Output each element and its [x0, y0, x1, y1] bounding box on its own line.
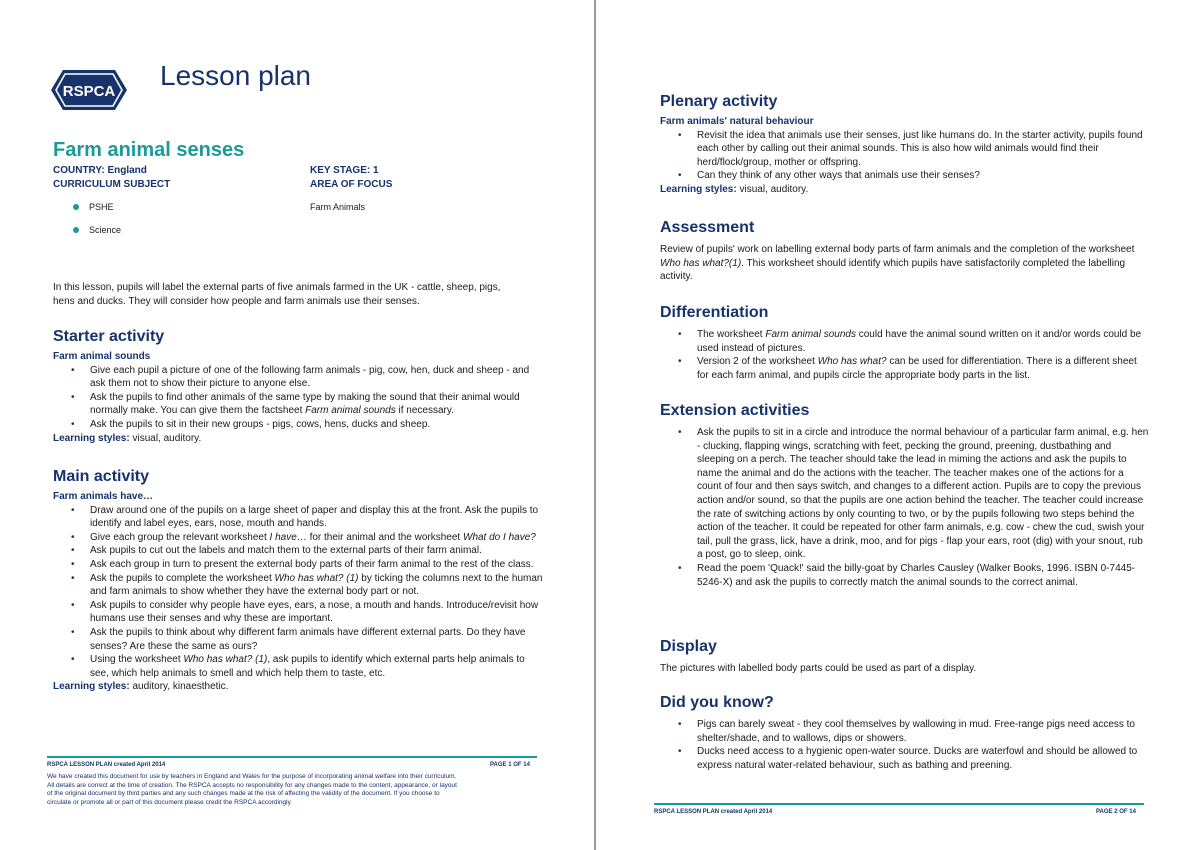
- footer-label: RSPCA LESSON PLAN created April 2014: [47, 762, 166, 768]
- assessment-section: [660, 219, 1150, 284]
- footer-rule: [47, 756, 537, 758]
- footer-page-number: PAGE 1 OF 14: [490, 762, 530, 768]
- list-item: • Version 2 of the worksheet Who has what? can be used for differentiation. There is a different sheet for each farm animal, and pupils circle the appropriate body parts in the list.: [660, 355, 1150, 382]
- subject-item: Science: [53, 224, 293, 236]
- rspca-logo: [49, 68, 129, 112]
- list-item: • Ask the pupils to sit in a circle and introduce the normal behaviour of a particular farm animal, e.g. hen - clucking, flapping wings, scratching with feet, pecking the ground, preening, dustbathing and sleeping on a perch. The teacher should take the lead in miming the actions and ask the pupils to name the animal and do the actions with the teacher. The teacher makes one of the actions for a count of four and then says switch, and changes to a different action. Pupils are to copy the previous action and/or sound, so that the pupils are one action behind the teacher. The teacher could increase the rate of switching actions by only counting to two, or by the pupils following two steps behind the action of the teacher. It could be repeated for other farm animals, e.g. cow - chew the cud, swish your tail, pull the grass, lick, have a drink, moo, and for pigs - flap your ears, root (dig) with your snout, rub a post, go to sleep, oink.: [660, 426, 1150, 562]
- bullet-icon: [73, 227, 79, 233]
- list-item: • Give each group the relevant worksheet I have… for their animal and the worksheet What do I have?: [53, 531, 543, 545]
- learning-styles-label: Learning styles:: [660, 183, 737, 195]
- extension-heading: Extension activities: [660, 402, 810, 419]
- list-item: • Using the worksheet Who has what? (1), ask pupils to identify which external parts help animals to see, which help animals to smell and which help them to taste, etc.: [53, 653, 543, 680]
- learning-styles-label: Learning styles:: [53, 432, 130, 444]
- key-stage-label: KEY STAGE: 1: [310, 165, 379, 176]
- list-item: • The worksheet Farm animal sounds could have the animal sound written on it and/or words could be used instead of pictures.: [660, 328, 1150, 355]
- did-you-know-section: [660, 694, 1150, 772]
- main-subheading: Farm animals have…: [53, 491, 154, 502]
- learning-styles-value: visual, auditory.: [129, 432, 202, 444]
- display-section: [660, 638, 1150, 676]
- footer-label: RSPCA LESSON PLAN created April 2014: [654, 809, 773, 815]
- starter-subheading: Farm animal sounds: [53, 351, 151, 362]
- assessment-heading: Assessment: [660, 219, 755, 236]
- differentiation-heading: Differentiation: [660, 304, 769, 321]
- footer-rule: [654, 803, 1144, 805]
- list-item: • Give each pupil a picture of one of the following farm animals - pig, cow, hen, duck and sheep - and ask them not to show their picture to anyone else.: [53, 364, 543, 391]
- subject-list: [53, 201, 293, 236]
- focus-value: Farm Animals: [310, 202, 366, 212]
- plenary-subheading: Farm animals' natural behaviour: [660, 116, 814, 127]
- extension-section: [660, 402, 1150, 589]
- did-you-know-list: [660, 718, 1150, 772]
- assessment-text: Review of pupils' work on labelling external body parts of farm animals and the completion of the worksheet Who has what?(1). This worksheet should identify which pupils have satisfactorily completed the labelling activity.: [660, 244, 1135, 283]
- bullet-icon: [73, 204, 79, 210]
- page-1: [0, 0, 594, 850]
- extension-list: [660, 426, 1150, 589]
- intro-text: In this lesson, pupils will label the external parts of five animals farmed in the UK - cattle, sheep, pigs, hens and ducks. They will consider how people and farm animals use their senses.: [53, 282, 501, 307]
- list-item: • Ask each group in turn to present the external body parts of their farm animal to the rest of the class.: [53, 558, 543, 572]
- differentiation-list: [660, 328, 1150, 382]
- list-item: • Read the poem 'Quack!' said the billy-goat by Charles Causley (Walker Books, 1996. ISBN 0-7445-5246-X) and ask the pupils to correctly match the animal sounds to the correct animal.: [660, 562, 1150, 589]
- list-item: • Ask pupils to consider why people have eyes, ears, a nose, a mouth and hands. Introduce/revisit how humans use their senses and why these are important.: [53, 599, 543, 626]
- plenary-section: [660, 93, 1150, 197]
- starter-heading: Starter activity: [53, 328, 165, 345]
- display-text: The pictures with labelled body parts could be used as part of a display.: [660, 663, 977, 674]
- lesson-title: Farm animal senses: [53, 139, 245, 161]
- list-item: • Ask the pupils to think about why different farm animals have different external parts. Do they have senses? Are these the same as ours?: [53, 626, 543, 653]
- learning-styles-label: Learning styles:: [53, 681, 130, 693]
- did-you-know-heading: Did you know?: [660, 694, 774, 711]
- main-list: [53, 504, 543, 681]
- starter-section: [53, 328, 543, 445]
- footer-disclaimer: We have created this document for use by teachers in England and Wales for the purpose of incorporating animal welfare into their curriculum. All details are correct at the time of creation. The RSPCA accepts no responsibility for any changes made to the content, appearance, or layout of the original document by third parties and any such changes made at the risk of affecting the validity of the document. If you choose to circulate or promote all or part of this document please credit the RSPCA accordingly: [47, 773, 457, 806]
- list-item: • Draw around one of the pupils on a large sheet of paper and display this at the front. Ask the pupils to identify and label eyes, ears, nose, mouth and hands.: [53, 504, 543, 531]
- list-item: • Revisit the idea that animals use their senses, just like humans do. In the starter activity, pupils found each other by calling out their animal sounds. This is also how wild animals would find their herd/flock/group, mother or offspring.: [660, 129, 1150, 170]
- page-2: [596, 0, 1202, 850]
- list-item: • Ducks need access to a hygienic open-water source. Ducks are waterfowl and should be allowed to express natural water-related behaviour, such as bathing and preening.: [660, 745, 1150, 772]
- list-item: • Ask the pupils to complete the worksheet Who has what? (1) by ticking the columns next to the human and farm animals to show whether they have the external body part or not.: [53, 572, 543, 599]
- svg-text:RSPCA: RSPCA: [62, 83, 116, 100]
- list-item: • Pigs can barely sweat - they cool themselves by wallowing in mud. Free-range pigs need access to shelter/shade, and to wallows, dips or showers.: [660, 718, 1150, 745]
- list-item: • Ask pupils to cut out the labels and match them to the external parts of their farm animal.: [53, 544, 543, 558]
- plenary-list: [660, 129, 1150, 183]
- starter-list: [53, 364, 543, 432]
- document-title: Lesson plan: [160, 60, 312, 91]
- subject-item: PSHE: [53, 201, 293, 213]
- main-heading: Main activity: [53, 468, 150, 485]
- main-section: [53, 468, 543, 694]
- country-label: COUNTRY: England: [53, 165, 147, 176]
- display-heading: Display: [660, 638, 717, 655]
- list-item: • Ask the pupils to sit in their new groups - pigs, cows, hens, ducks and sheep.: [53, 418, 543, 432]
- list-item: • Can they think of any other ways that animals use their senses?: [660, 169, 1150, 183]
- curriculum-subject-label: CURRICULUM SUBJECT: [53, 179, 171, 190]
- differentiation-section: [660, 304, 1150, 382]
- learning-styles-value: visual, auditory.: [736, 183, 809, 195]
- plenary-heading: Plenary activity: [660, 93, 778, 110]
- area-of-focus-label: AREA OF FOCUS: [310, 179, 393, 190]
- list-item: • Ask the pupils to find other animals of the same type by making the sound that their animal would normally make. You can give them the factsheet Farm animal sounds if necessary.: [53, 391, 543, 418]
- learning-styles-value: auditory, kinaesthetic.: [129, 681, 229, 693]
- footer-page-number: PAGE 2 OF 14: [1096, 809, 1136, 815]
